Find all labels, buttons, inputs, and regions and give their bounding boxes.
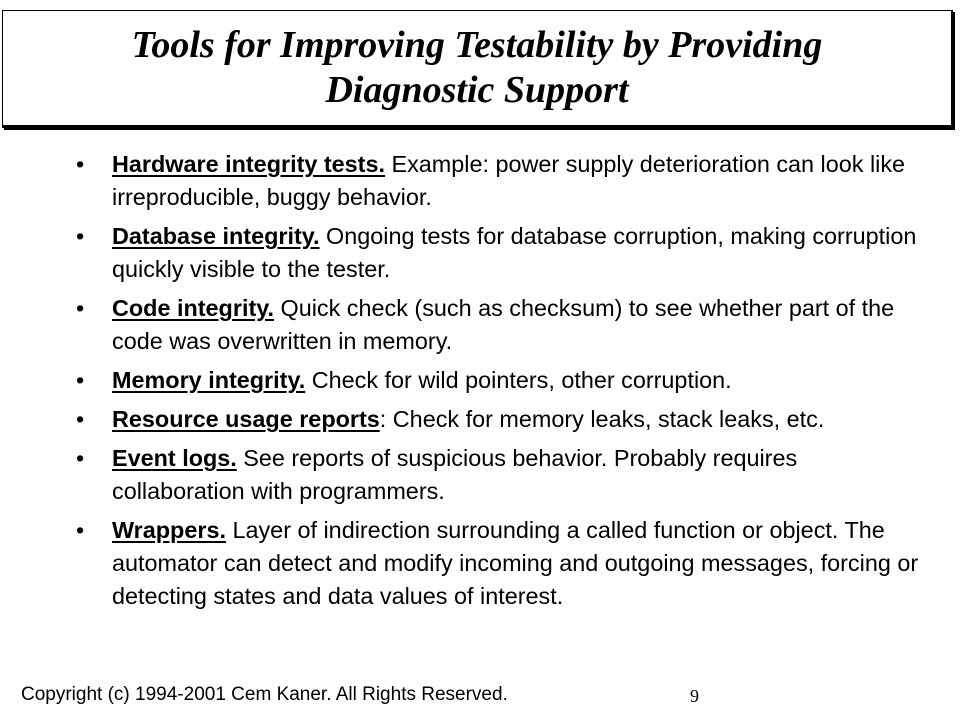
bullet-text: Layer of indirection surrounding a called function or object. The automator can detect and modify incoming and outgoing messages, forcing or detecting states and data values of interest. [112,517,919,609]
bullet-term: Code integrity. [112,295,275,321]
bullet-text: See reports of suspicious behavior. Probably requires collaboration with programmers. [112,445,798,504]
bullet-icon: • [76,223,85,249]
bullet-term: Wrappers. [112,517,226,543]
bullet-term: Database integrity. [112,223,320,249]
bullet-icon: • [76,367,85,393]
bullet-term: Event logs. [112,445,237,471]
bullet-text: Ongoing tests for database corruption, making corruption quickly visible to the tester. [112,223,917,282]
bullet-item-memory-integrity [76,364,936,397]
bullet-text: : Check for memory leaks, stack leaks, etc. [379,406,825,432]
bullet-icon: • [76,445,85,471]
bullet-item-code-integrity [76,292,936,358]
bullet-icon: • [76,517,85,543]
bullet-icon: • [76,295,85,321]
slide-title: Tools for Improving Testability by Providing Diagnostic Support [131,24,823,111]
bullet-text: Check for wild pointers, other corruption. [305,367,732,393]
bullet-item-resource-usage-reports [76,403,936,436]
bullet-list [76,148,936,619]
bullet-term: Memory integrity. [112,367,306,393]
bullet-icon: • [76,406,85,432]
footer-copyright: Copyright (c) 1994-2001 Cem Kaner. All Rights Reserved. [21,684,508,705]
bullet-term: Hardware integrity tests. [112,151,385,177]
footer-page-number: 9 [690,686,699,706]
bullet-item-event-logs [76,442,936,508]
bullet-icon: • [76,151,85,177]
bullet-item-database-integrity [76,220,936,286]
title-box [2,10,953,128]
bullet-text: Example: power supply deterioration can look like irreproducible, buggy behavior. [112,151,906,210]
bullet-item-wrappers [76,514,936,613]
bullet-text: Quick check (such as checksum) to see whether part of the code was overwritten in memory. [112,295,895,354]
bullet-term: Resource usage reports [112,406,380,432]
bullet-item-hardware-integrity [76,148,936,214]
